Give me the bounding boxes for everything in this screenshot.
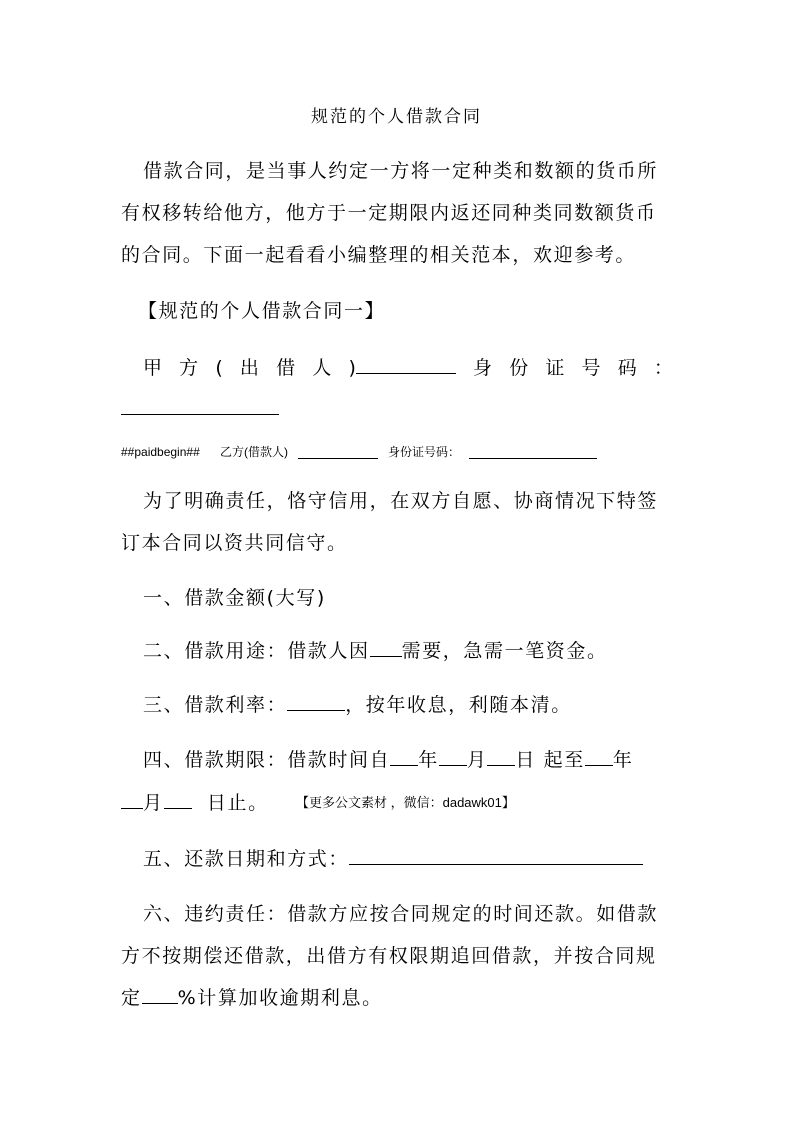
party-a-id-blank[interactable] xyxy=(121,414,279,415)
party-a-char: 人 xyxy=(312,357,332,379)
clause-1: 一、借款金额(大写) xyxy=(143,587,326,609)
party-b-name-blank[interactable] xyxy=(298,458,378,459)
clause-3: 三、借款利率： ，按年收息，利随本清。 xyxy=(143,694,572,716)
promo-note: 【更多公文素材 ，微信：dadawk01】 xyxy=(296,795,515,810)
document-title: 规范的个人借款合同 xyxy=(311,107,482,127)
clause-6-line-2: 方不按期偿还借款，出借方有权限期追回借款，并按合同规 xyxy=(121,945,657,967)
clause-2: 二、借款用途：借款人因 需要，急需一笔资金。 xyxy=(143,640,608,662)
section-heading: 【规范的个人借款合同一】 xyxy=(138,300,386,322)
clause-5: 五、还款日期和方式： xyxy=(143,846,643,872)
start-month-blank[interactable] xyxy=(439,763,467,766)
party-a-char: 出 xyxy=(239,357,259,379)
clause-4-line-2: 月 日止。 xyxy=(121,790,269,816)
purpose-blank[interactable] xyxy=(370,654,402,657)
penalty-rate-blank[interactable] xyxy=(142,1001,178,1004)
party-a-char-with-blank: ) xyxy=(348,355,455,381)
purpose-line-2: 订本合同以资共同信守。 xyxy=(121,532,348,554)
clause-6-line-3: 定 %计算加收逾期利息。 xyxy=(121,987,383,1009)
end-month-blank[interactable] xyxy=(121,806,143,809)
intro-line-3: 的合同。下面一起看看小编整理的相关范本，欢迎参考。 xyxy=(121,244,637,266)
party-a-line xyxy=(143,353,673,383)
rate-blank[interactable] xyxy=(287,708,345,711)
id-char: ： xyxy=(653,357,673,379)
repayment-blank[interactable] xyxy=(349,862,643,865)
end-day-blank[interactable] xyxy=(164,806,192,809)
intro-line-2: 有权移转给他方，他方于一定期限内返还同种类同数额货币 xyxy=(121,202,657,224)
party-a-name-blank[interactable] xyxy=(356,371,456,374)
end-year-blank[interactable] xyxy=(585,763,613,766)
party-a-char: 借 xyxy=(276,357,296,379)
intro-line-1: 借款合同，是当事人约定一方将一定种类和数额的货币所 xyxy=(143,160,659,182)
party-a-char: ( xyxy=(215,357,223,379)
clause-6-line-1: 六、违约责任：借款方应按合同规定的时间还款。如借款 xyxy=(143,903,659,925)
party-a-char: 甲 xyxy=(143,357,163,379)
start-year-blank[interactable] xyxy=(390,763,418,766)
id-char: 身 xyxy=(473,357,493,379)
party-b-id-label: 身份证号码： xyxy=(388,445,461,459)
party-a-char: 方 xyxy=(179,357,199,379)
id-char: 码 xyxy=(617,357,637,379)
paid-marker: ##paidbegin## xyxy=(121,445,200,459)
party-b-id-blank[interactable] xyxy=(469,458,597,459)
purpose-line-1: 为了明确责任，恪守信用，在双方自愿、协商情况下特签 xyxy=(143,490,659,512)
id-char: 号 xyxy=(581,357,601,379)
clause-4-line-1: 四、借款期限：借款时间自 年 月 日 起至 年 xyxy=(143,749,634,771)
party-b-label: 乙方(借款人) xyxy=(220,445,288,459)
id-char: 证 xyxy=(545,357,565,379)
start-day-blank[interactable] xyxy=(487,763,515,766)
id-char: 份 xyxy=(509,357,529,379)
